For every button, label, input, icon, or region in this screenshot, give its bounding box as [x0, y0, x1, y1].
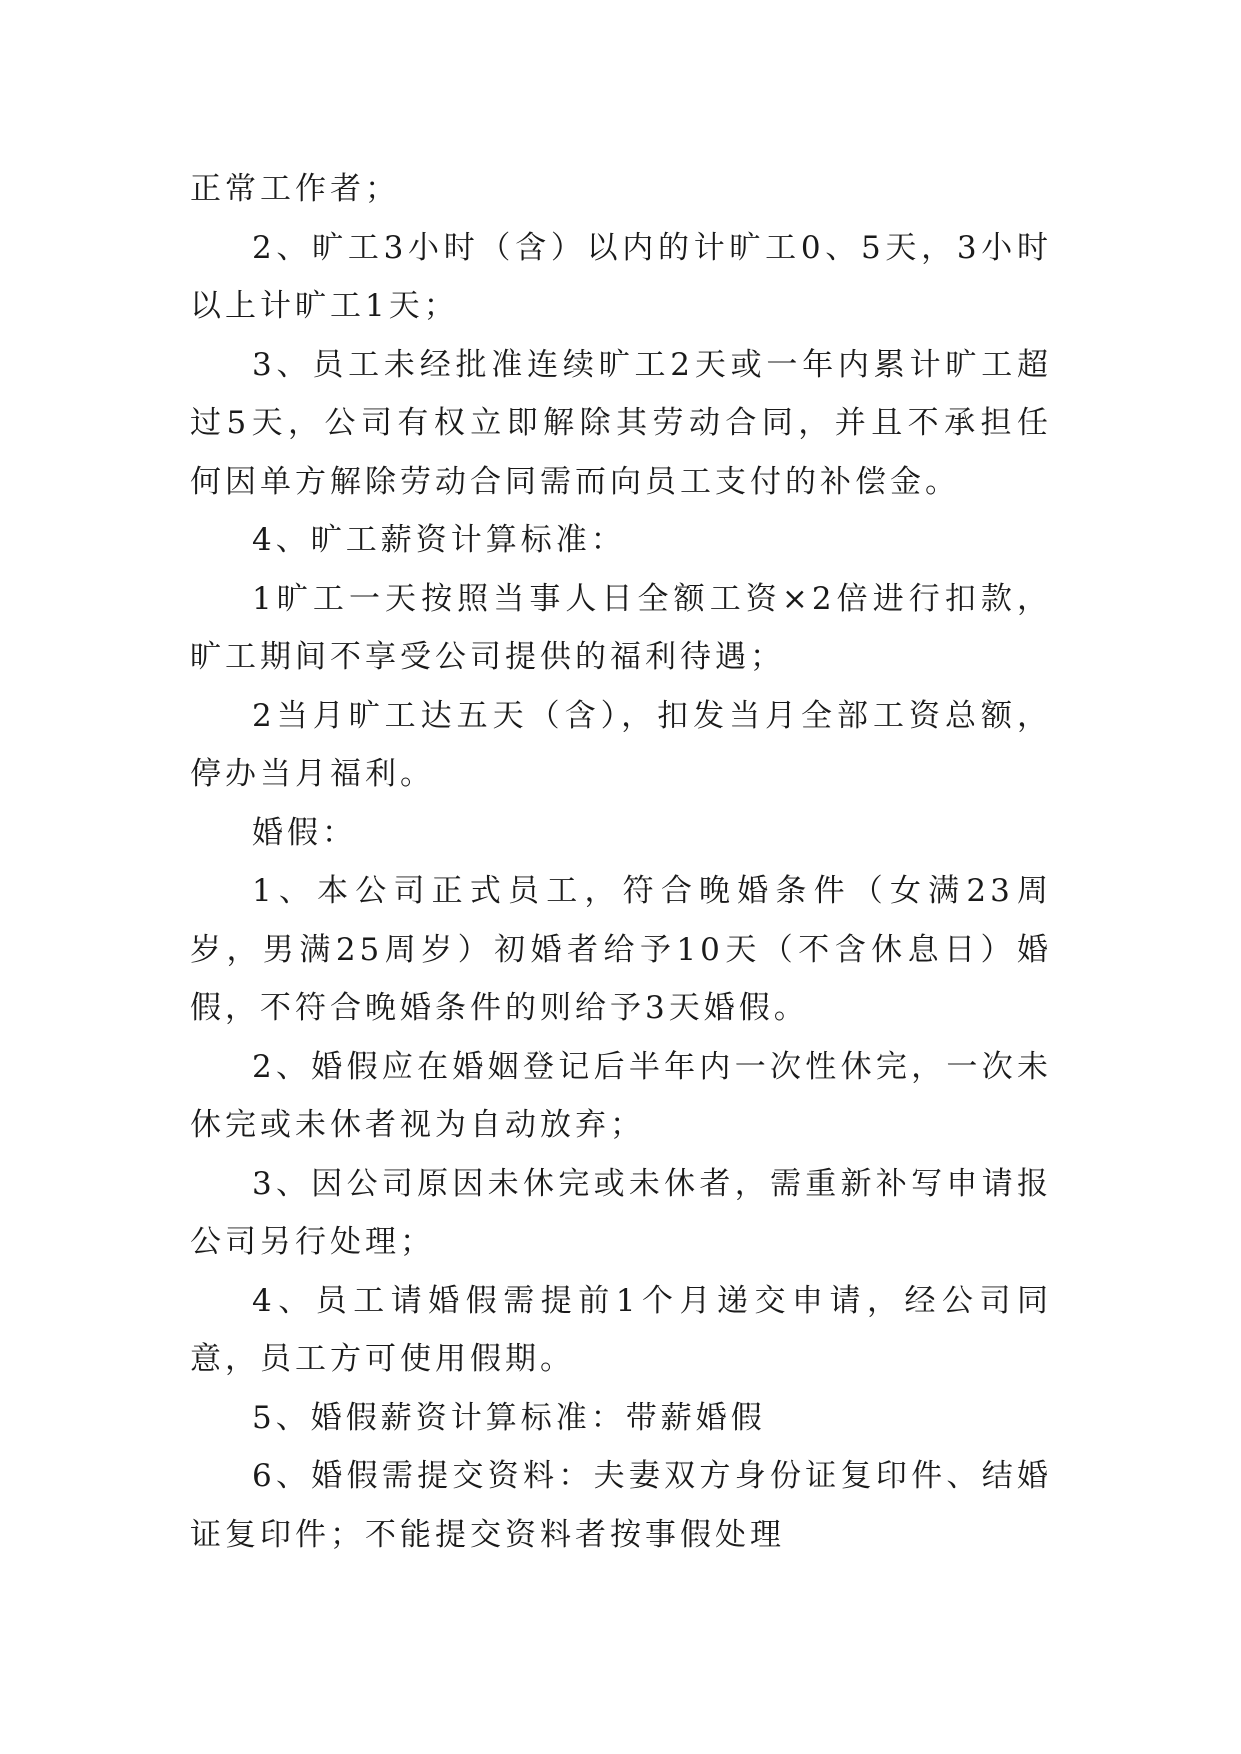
paragraph-continuation: 正常工作者； — [190, 171, 400, 207]
paragraph-absence-item-3: 3、员工未经批准连续旷工2天或一年内累计旷工超过5天，公司有权立即解除其劳动合同，并且不承担任何因单方解除劳动合同需而向员工支付的补偿金。 — [190, 346, 1052, 500]
paragraph-marriage-item-1: 1、本公司正式员工，符合晚婚条件（女满23周岁，男满25周岁）初婚者给予10天（不含休息日）婚假，不符合晚婚条件的则给予3天婚假。 — [190, 873, 1052, 1026]
document-body — [190, 160, 1052, 1564]
section-heading-marriage-leave: 婚假： — [252, 814, 357, 851]
paragraph-marriage-item-6: 6、婚假需提交资料：夫妻双方身份证复印件、结婚证复印件；不能提交资料者按事假处理 — [190, 1458, 1052, 1553]
paragraph-absence-item-4: 4、旷工薪资计算标准： — [252, 522, 626, 558]
paragraph-marriage-item-4: 4、员工请婚假需提前1个月递交申请，经公司同意，员工方可使用假期。 — [190, 1282, 1052, 1377]
paragraph-marriage-item-2: 2、婚假应在婚姻登记后半年内一次性休完，一次未休完或未休者视为自动放弃； — [190, 1048, 1052, 1143]
paragraph-absence-pay-2: 2当月旷工达五天（含），扣发当月全部工资总额，停办当月福利。 — [190, 697, 1052, 792]
paragraph-absence-item-2: 2、旷工3小时（含）以内的计旷工0、5天，3小时以上计旷工1天； — [190, 229, 1052, 324]
paragraph-absence-pay-1: 1旷工一天按照当事人日全额工资×2倍进行扣款，旷工期间不享受公司提供的福利待遇； — [190, 580, 1052, 675]
paragraph-marriage-item-3: 3、因公司原因未休完或未休者，需重新补写申请报公司另行处理； — [190, 1165, 1052, 1260]
paragraph-marriage-item-5: 5、婚假薪资计算标准：带薪婚假 — [252, 1399, 766, 1436]
